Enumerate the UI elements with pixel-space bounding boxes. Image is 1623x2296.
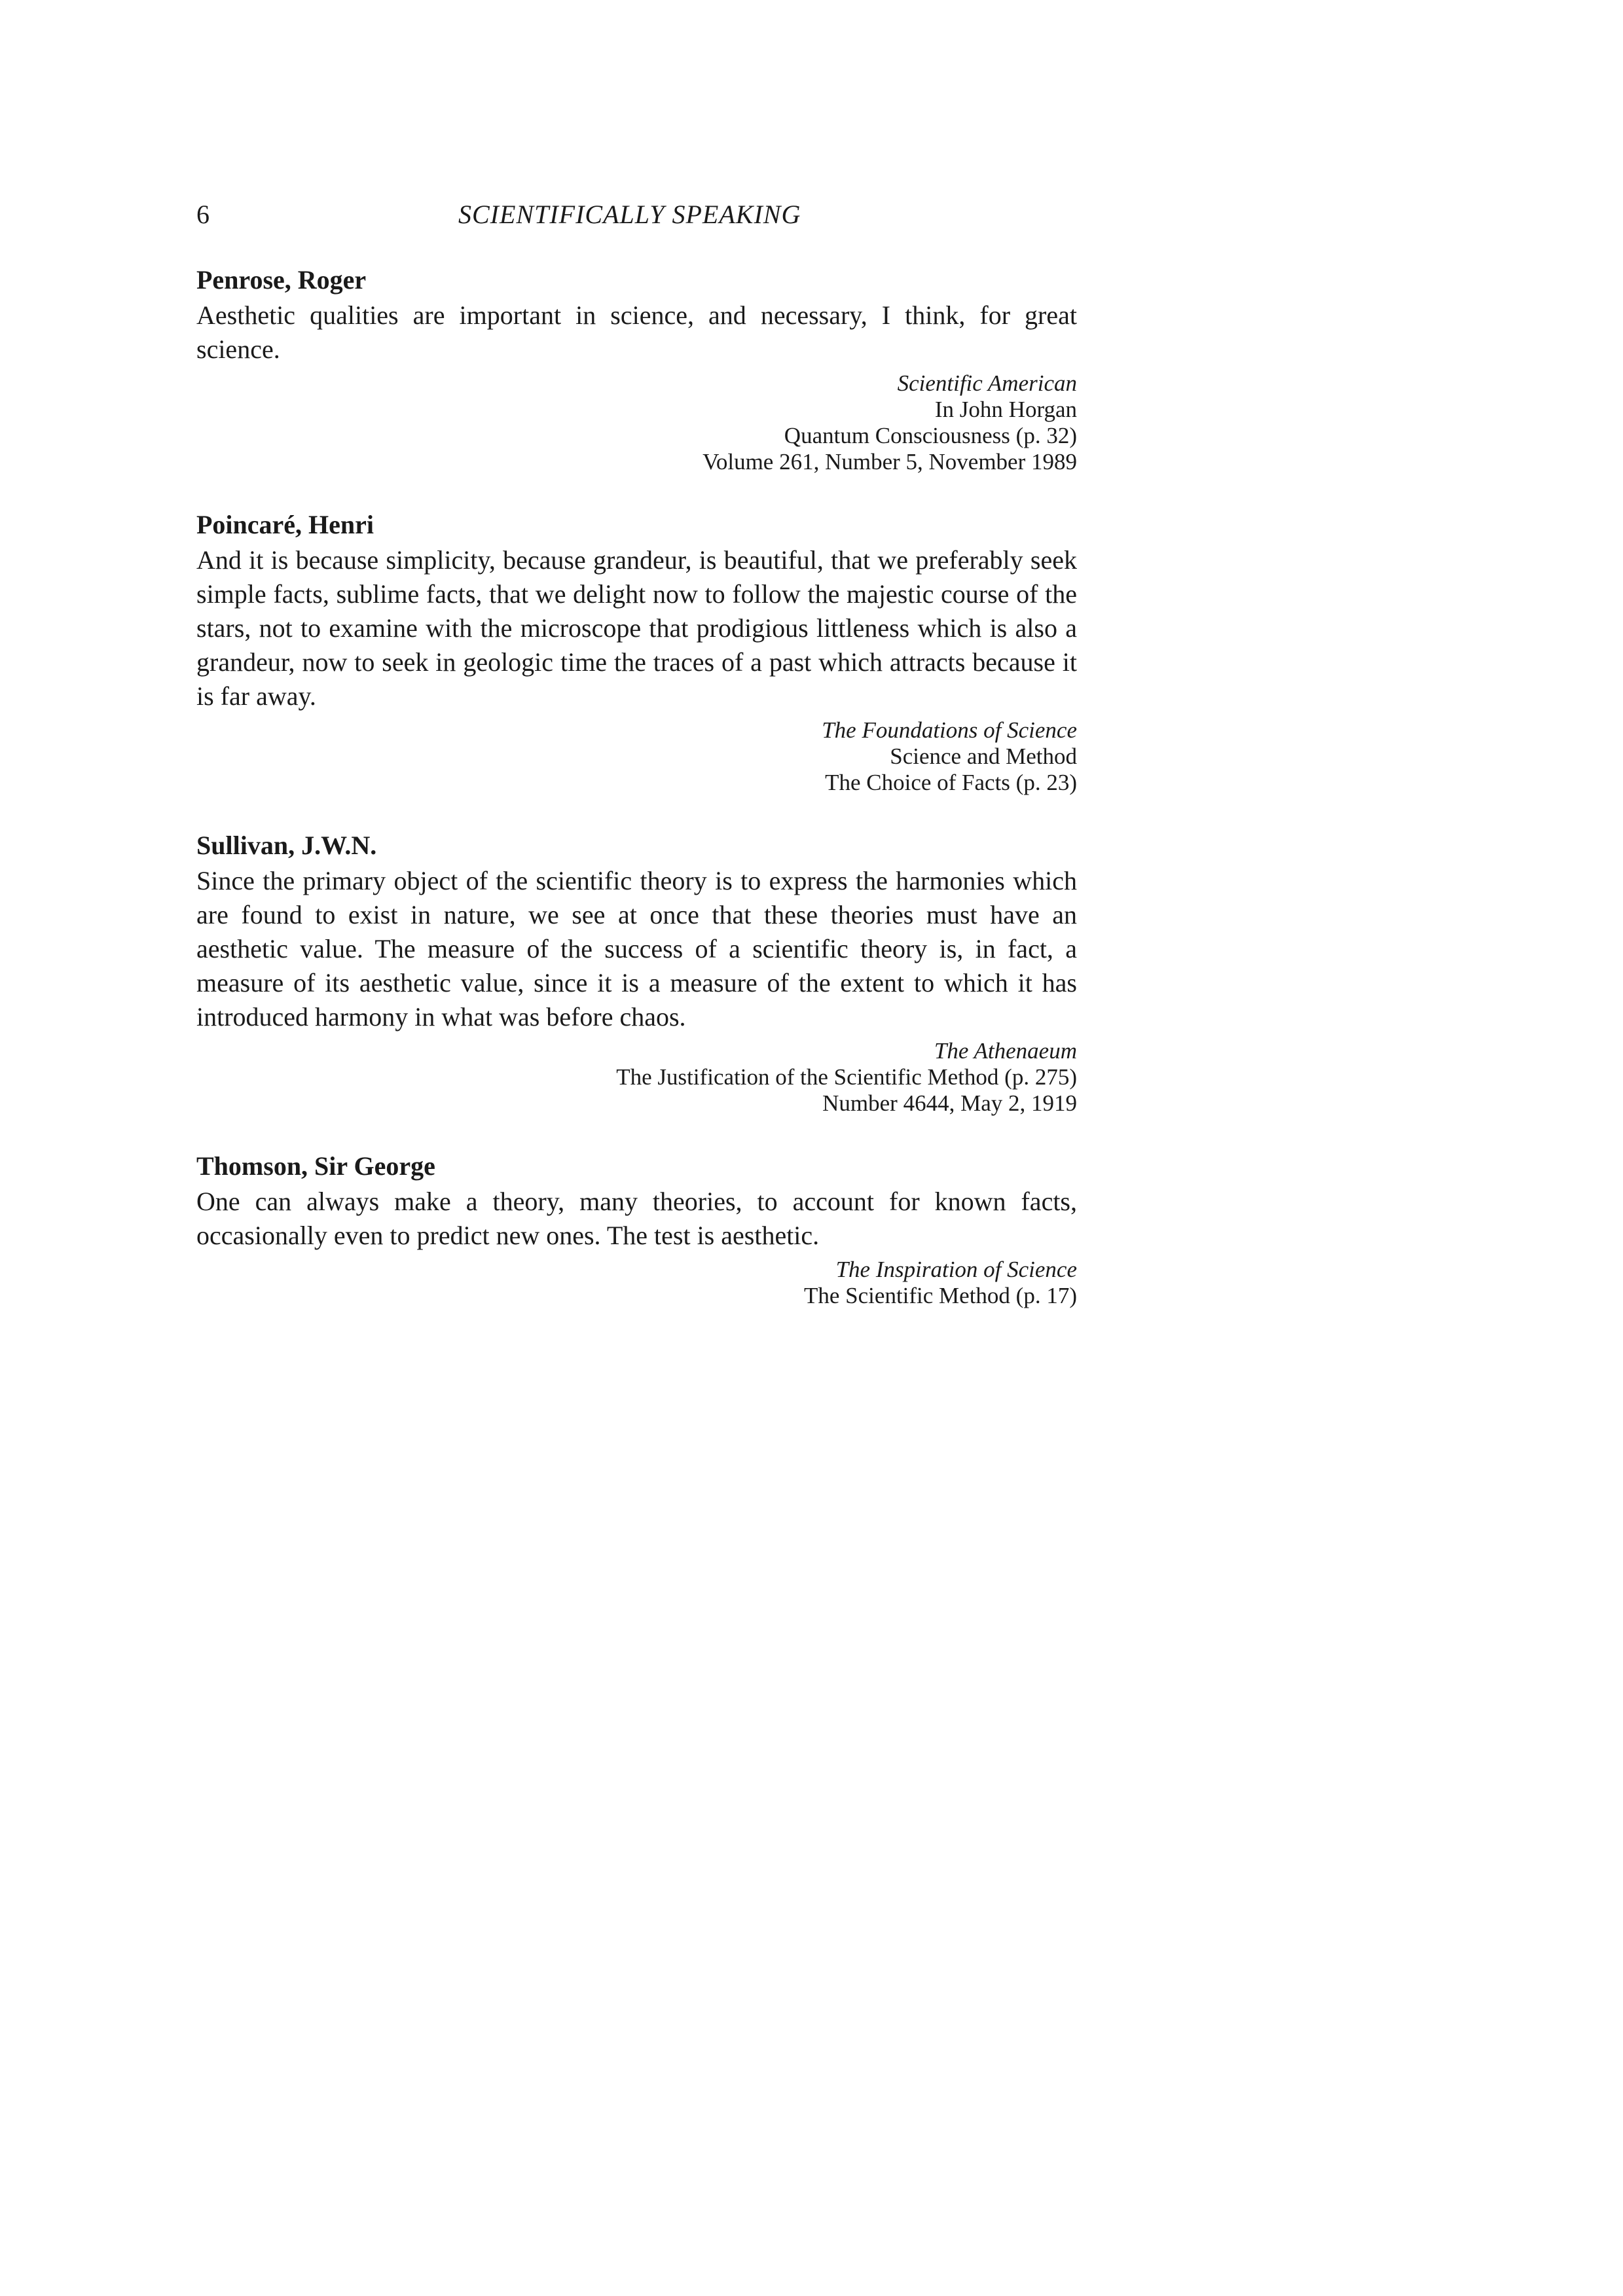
source-detail: In John Horgan (934, 397, 1077, 422)
quotation-entry (196, 262, 1077, 475)
source-detail: Science and Method (890, 744, 1077, 769)
source-detail: The Scientific Method (p. 17) (804, 1283, 1077, 1308)
quotation-text: One can always make a theory, many theories, to account for known facts, occasionally even to predict new ones. The test is aesthetic. (196, 1187, 1077, 1250)
quotation-text: And it is because simplicity, because grandeur, is beautiful, that we preferably seek simple facts, sublime facts, that we delight now to follow the majestic course of the stars, not to examine with the microscope that prodigious littleness which is also a grandeur, now to seek in geologic time the traces of a past which attracts because it is far away. (196, 545, 1077, 711)
quotation-entry (196, 1148, 1077, 1309)
source-citation (196, 717, 1077, 796)
source-citation (196, 1257, 1077, 1309)
source-citation (196, 1038, 1077, 1117)
source-detail: The Justification of the Scientific Method (p. 275) (616, 1064, 1077, 1090)
page-header (196, 195, 1077, 234)
source-title: The Athenaeum (934, 1038, 1077, 1064)
author-name: Penrose, Roger (196, 265, 367, 295)
source-detail: The Choice of Facts (p. 23) (825, 770, 1077, 795)
quotation-text: Aesthetic qualities are important in science, and necessary, I think, for great science. (196, 300, 1077, 364)
quotation-entry (196, 827, 1077, 1117)
quotation-text: Since the primary object of the scientific theory is to express the harmonies which are found to exist in nature, we see at once that these theories must have an aesthetic value. The measure of the success of a scientific theory is, in fact, a measure of its aesthetic value, since it is a measure of the extent to which it has introduced harmony in what was before chaos. (196, 866, 1077, 1031)
source-detail: Quantum Consciousness (p. 32) (784, 423, 1077, 448)
running-title: SCIENTIFICALLY SPEAKING (458, 200, 801, 229)
source-title: Scientific American (897, 370, 1077, 396)
author-name: Sullivan, J.W.N. (196, 831, 377, 860)
source-citation (196, 370, 1077, 475)
source-title: The Inspiration of Science (835, 1257, 1077, 1282)
source-detail: Number 4644, May 2, 1919 (822, 1090, 1077, 1116)
quotation-entry (196, 507, 1077, 796)
source-detail: Volume 261, Number 5, November 1989 (702, 449, 1077, 475)
author-name: Poincaré, Henri (196, 510, 374, 539)
author-name: Thomson, Sir George (196, 1151, 435, 1181)
page-number: 6 (196, 200, 210, 229)
quotation-list (196, 262, 1077, 1340)
source-title: The Foundations of Science (822, 717, 1077, 743)
